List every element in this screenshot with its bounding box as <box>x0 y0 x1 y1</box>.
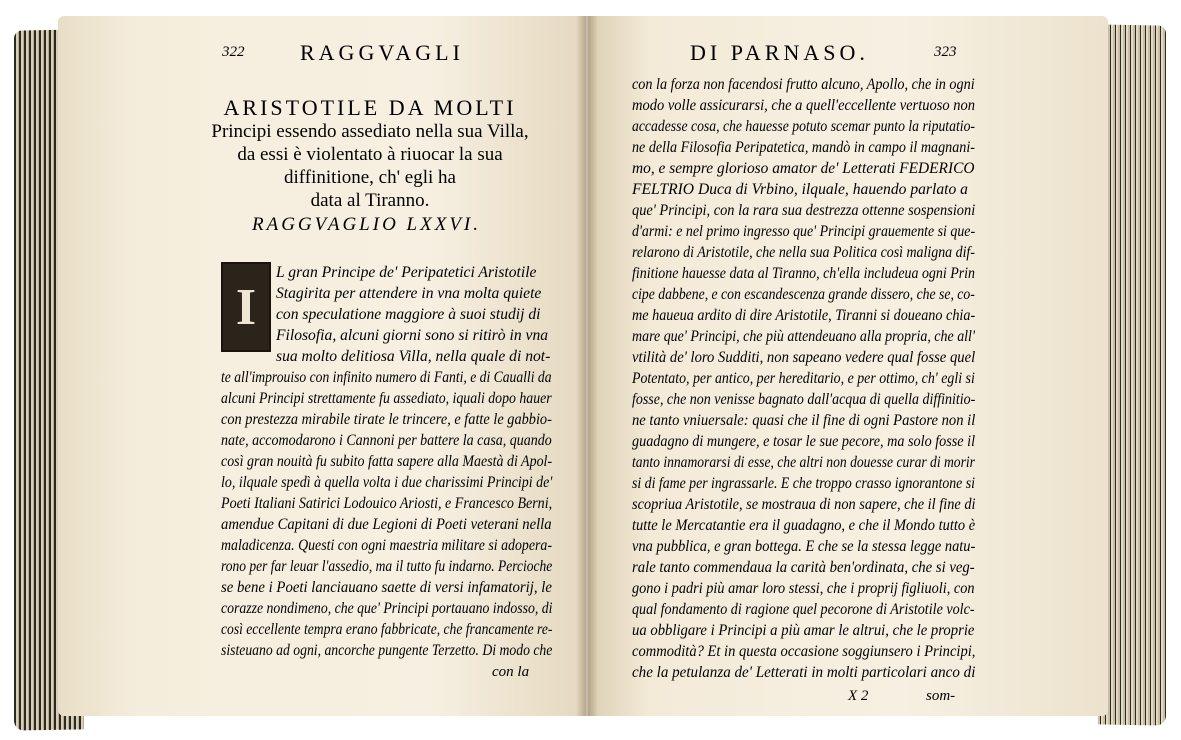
text-line: que' Principi, con la rara sua destrezza ottenne sospensioni <box>632 202 976 219</box>
text-line: Potentato, per antico, per hereditario, e per ottimo, ch' egli si <box>632 370 975 387</box>
text-line: con speculatione maggiore à suoi studij di <box>276 306 541 323</box>
text-line: guadagno di mungere, e tosar le sue pecore, ma solo fosse il <box>632 433 976 450</box>
text-line: Poeti Italiani Satirici Lodouico Ariosti, e Francesco Berni, <box>221 495 553 512</box>
text-line: sua molto delitiosa Villa, nella quale di not- <box>276 348 551 365</box>
text-line: se bene i Poeti lanciauano saette di versi infamatorij, le <box>221 579 552 596</box>
text-line: tutte le Mercatantie era il guadagno, e che il Mondo tutto è <box>632 517 976 534</box>
text-line: qual fondamento di ragione quel pecorone di Aristotile volc- <box>632 601 975 618</box>
right-page-edges <box>1098 24 1166 725</box>
signature-mark: X 2 <box>848 688 869 704</box>
left-catchword: con la <box>492 664 530 680</box>
chapter-title <box>190 96 550 212</box>
text-line: ua obbligare i Principi a più amar le altrui, che le proprie <box>632 622 975 639</box>
text-line: così eccellente tempra erano fabbricate, che francamente re- <box>221 621 553 638</box>
text-line: alcuni Principi strettamente fu assediato, iquali dopo hauer <box>221 390 552 407</box>
text-line: relarono di Aristotile, che nella sua Politica così maligna dif- <box>632 244 975 261</box>
text-line: mo, e sempre glorioso amator de' Letterati FEDERICO <box>632 160 975 177</box>
text-line: sisteuano ad ogni, ancorche pungente Terzetto. Di modo che <box>221 642 553 659</box>
text-line: maladicenza. Questi con ogni maestria militare si adopera- <box>221 537 552 554</box>
title-caps: ARISTOTILE DA MOLTI <box>223 95 517 120</box>
text-line: così gran nouità fu subito fatta sapere alla Maestà di Apol- <box>221 453 553 470</box>
text-line: si di fame per ingrassarle. E che troppo crasso ignorantone si <box>632 475 975 492</box>
text-line: rono per far leuar l'assedio, ma il tutto fu indarno. Percioche <box>221 558 553 575</box>
text-line: vna pubblica, e gran bottega. E che se la stessa legge natu- <box>632 538 976 555</box>
text-line: mare que' Principi, che più attendeuano alla propria, che all' <box>632 328 975 345</box>
text-line: con la forza non facendosi frutto alcuno, Apollo, che in ogni <box>632 76 975 93</box>
title-line: da essi è violentato à riuocar la sua <box>237 144 503 165</box>
text-line: Stagirita per attendere in vna molta quiete <box>276 285 542 302</box>
text-line: amendue Capitani di due Legioni di Poeti veterani nella <box>221 516 552 533</box>
text-line: lo, ilquale spedì à quella volta i due charissimi Principi de' <box>221 474 553 491</box>
book-gutter <box>576 16 598 716</box>
text-line: che la petulanza de' Letterati in molti particolari anco di <box>632 664 976 681</box>
title-line: diffinitione, ch' egli ha <box>284 167 456 188</box>
text-line: ne della Filosofia Peripatetica, mandò in campo il magnani- <box>632 139 975 156</box>
text-line: corazze nondimeno, che que' Principi portauano indosso, di <box>221 600 553 617</box>
text-line: modo volle assicurarsi, che a quell'eccellente vertuoso non <box>632 97 976 114</box>
text-line: Filosofia, alcuni giorni sono si ritirò in vna <box>276 327 549 344</box>
text-line: rale tanto commendaua la carità ben'ordinata, che si veg- <box>632 559 975 576</box>
text-line: FELTRIO Duca di Vrbino, ilquale, hauendo parlato a <box>632 181 968 198</box>
text-line: accadesse cosa, che hauesse potuto scemar punto la riputatio- <box>632 118 976 135</box>
text-line: cipe dabbene, e con escandescenza grande dissero, che se, co- <box>632 286 975 303</box>
ragguaglio-heading: RAGGVAGLIO LXXVI. <box>252 214 482 235</box>
initial-letter: I <box>235 278 257 336</box>
text-line: nate, accomodarono i Cannoni per battere la casa, quando <box>221 432 552 449</box>
text-line: scopriua Aristotile, se mostraua di non sapere, che il fine di <box>632 496 976 513</box>
right-running-head: DI PARNASO. <box>690 40 869 65</box>
text-line: commodità? Et in questa occasione soggiunsero i Principi, <box>632 643 976 660</box>
right-page-number: 323 <box>934 44 957 60</box>
decorated-initial <box>221 262 271 352</box>
text-line: finitione hauesse data al Tiranno, ch'ella includeua ogni Prin <box>632 265 975 282</box>
text-line: ne tanto vniuersale: quasi che il fine di ogni Pastore non il <box>632 412 976 429</box>
text-line: gono i padri più amar loro stessi, che i proprij figliuoli, con <box>632 580 975 597</box>
title-line: Principi essendo assediato nella sua Villa, <box>211 121 529 142</box>
text-line: tanto innamorarsi di esse, che altri non douesse curar di morir <box>632 454 975 471</box>
title-line: data al Tiranno. <box>310 190 430 211</box>
text-line: d'armi: e nel primo ingresso que' Principi grauemente si que- <box>632 223 976 240</box>
text-line: vtilità de' loro Sudditi, non sapeano vedere qual fosse quel <box>632 349 976 366</box>
text-line: me haueua ardito di dire Aristotile, Tiranni si doueano chia- <box>632 307 976 324</box>
text-line: fosse, che non venisse bagnato dall'acqua di quella diffinitio- <box>632 391 976 408</box>
text-line: L gran Principe de' Peripatetici Aristotile <box>276 264 537 281</box>
left-running-head: RAGGVAGLI <box>300 40 464 65</box>
text-line: te all'improuiso con infinito numero di Fanti, e di Caualli da <box>221 369 552 386</box>
left-page-number: 322 <box>222 44 245 60</box>
text-line: con prestezza mirabile tirate le trincere, e fatte le gabbio- <box>221 411 552 428</box>
right-catchword: som- <box>926 688 956 704</box>
